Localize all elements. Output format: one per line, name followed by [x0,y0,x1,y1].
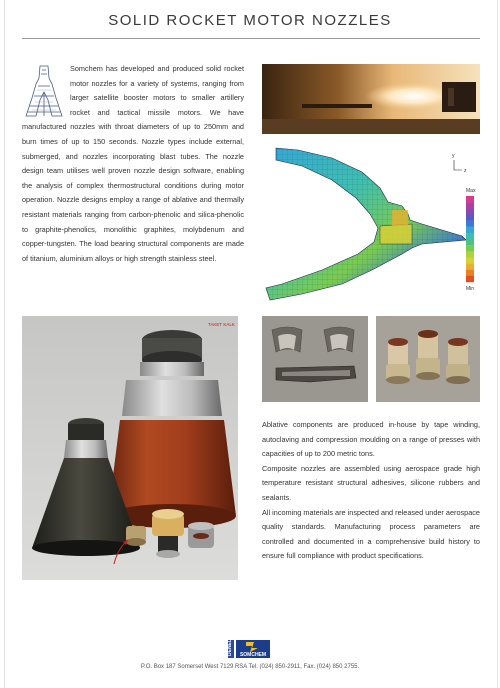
legend-swatch [466,227,474,233]
legend-swatch [466,276,474,282]
somchem-logo [228,638,272,660]
legend-swatch [466,196,474,202]
paragraph-composite: Composite nozzles are assembled using aerospace grade high temperature resistant structural adhesives, silicone rubbers and sealants. [262,463,480,502]
legend-min-label: Min [466,286,475,292]
footer-address: P.O. Box 187 Somerset West 7129 RSA Tel. (024) 850-2911, Fax. (024) 850 2755. [140,664,360,670]
legend-swatch [466,264,474,270]
legend-swatch [466,251,474,257]
color-scale-legend [466,196,474,282]
paragraph-ablative: Ablative components are produced in-house by tape winding, autoclaving and compression moulding on a range of presses with capacities of up to 200 metric tons. [262,420,480,459]
legend-swatch [466,270,474,276]
manufacturing-text [262,418,480,564]
logo-side-text: DENEL [227,639,233,656]
legend-swatch [466,239,474,245]
thermal-analysis-plot [262,144,488,302]
legend-swatch [466,221,474,227]
legend-swatch [466,257,474,263]
intro-paragraph [22,62,244,266]
nozzle-assembly-photo [22,316,238,580]
small-nozzles-photo [376,316,480,402]
legend-swatch [466,208,474,214]
nozzle-drawing-icon [22,62,66,120]
axis-z-label: z [464,168,467,174]
page-title: SOLID ROCKET MOTOR NOZZLES [108,12,392,29]
legend-swatch [466,214,474,220]
legend-max-label: Max [466,188,476,194]
sectioned-components-photo [262,316,368,402]
legend-swatch [466,202,474,208]
logo-text: SOMCHEM [239,652,267,658]
legend-swatch [466,245,474,251]
paragraph-quality: All incoming materials are inspected and released under aerospace quality standards. Manufacturing process parameters are controlled and documented in a comprehensive build history to ensure full compliance with product specifications. [262,507,480,561]
photo-annotation: TAKET KALK [208,322,235,327]
intro-text: Somchem has developed and produced solid rocket motor nozzles for a variety of systems, ranging from larger satellite booster motors to smaller artillery rocket and tactical missile motors. We have manufactured nozzles with throat diameters of up to 250mm and burn times of up to 150 seconds. Nozzle types include external, submerged, and nozzles incorporating blast tubes. The nozzle design team utilises well proven nozzle design software, enabling the analysis of complex thermostructural conditions during motor operation. Nozzle designs employ a range of ablative and thermally resistant materials ranging from carbon-phenolic and silica-phenolic to graphite-phenolics, monolithic graphites, molybdenum and copper-tungsten. The load bearing structural components are made of titanium, aluminium alloys or high strength stainless steel. [22,64,244,263]
legend-swatch [466,233,474,239]
firing-test-photo [262,64,480,134]
title-divider [22,38,480,39]
axis-y-label: y [452,153,455,159]
